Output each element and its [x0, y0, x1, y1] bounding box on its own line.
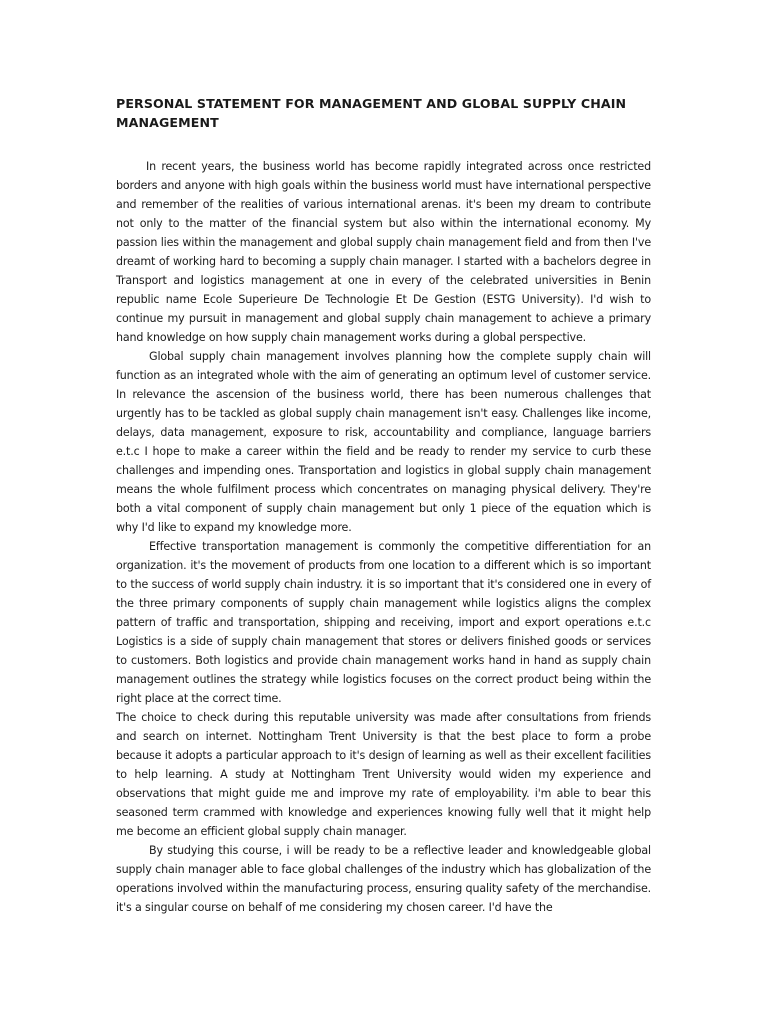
paragraph-transportation: Effective transportation management is commonly the competitive differentiation for an organization. it's the movement of products from one location to a different which is so important to the success of world supply chain industry. it is so important that it's considered one in every of the three primary components of supply chain management while logistics aligns the complex pattern of traffic and transportation, shipping and receiving, import and export operations e.t.c Logistics is a side of supply chain management that stores or delivers finished goods or services to customers. Both logistics and provide chain management works hand in hand as supply chain management outlines the strategy while logistics focuses on the correct product being within the right place at the correct time. [116, 540, 651, 705]
document-title: PERSONAL STATEMENT FOR MANAGEMENT AND GLOBAL SUPPLY CHAIN MANAGEMENT [116, 96, 627, 130]
paragraph-university-choice: The choice to check during this reputable university was made after consultations from friends and search on internet. Nottingham Trent University is that the best place to form a probe because it adopts a particular approach to it's design of learning as well as their excellent facilities to help learning. A study at Nottingham Trent University would widen my experience and observations that might guide me and improve my rate of employability. i'm able to bear this seasoned term crammed with knowledge and experiences knowing fully well that it might help me become an efficient global supply chain manager. [116, 711, 651, 838]
document-content [116, 94, 651, 917]
paragraph-intro: In recent years, the business world has become rapidly integrated across once restricted borders and anyone with high goals within the business world must have international perspective and remember of the realities of various international arenas. it's been my dream to contribute not only to the matter of the financial system but also within the international economy. My passion lies within the management and global supply chain management field and from then I've dreamt of working hard to becoming a supply chain manager. I started with a bachelors degree in Transport and logistics management at one in every of the celebrated universities in Benin republic name Ecole Superieure De Technologie Et De Gestion (ESTG University). I'd wish to continue my pursuit in management and global supply chain management to achieve a primary hand knowledge on how supply chain management works during a global perspective. [116, 160, 651, 344]
paragraph-global-supply-chain: Global supply chain management involves planning how the complete supply chain will function as an integrated whole with the aim of generating an optimum level of customer service. In relevance the ascension of the business world, there has been numerous challenges that urgently has to be tackled as global supply chain management isn't easy. Challenges like income, delays, data management, exposure to risk, accountability and compliance, language barriers e.t.c I hope to make a career within the field and be ready to render my service to curb these challenges and impending ones. Transportation and logistics in global supply chain management means the whole fulfilment process which concentrates on managing physical delivery. They're both a vital component of supply chain management but only 1 piece of the equation which is why I'd like to expand my knowledge more. [116, 350, 651, 534]
paragraph-course-benefits: By studying this course, i will be ready to be a reflective leader and knowledgeable global supply chain manager able to face global challenges of the industry which has globalization of the operations involved within the manufacturing process, ensuring quality safety of the merchandise. it's a singular course on behalf of me considering my chosen career. I'd have the [116, 844, 651, 914]
